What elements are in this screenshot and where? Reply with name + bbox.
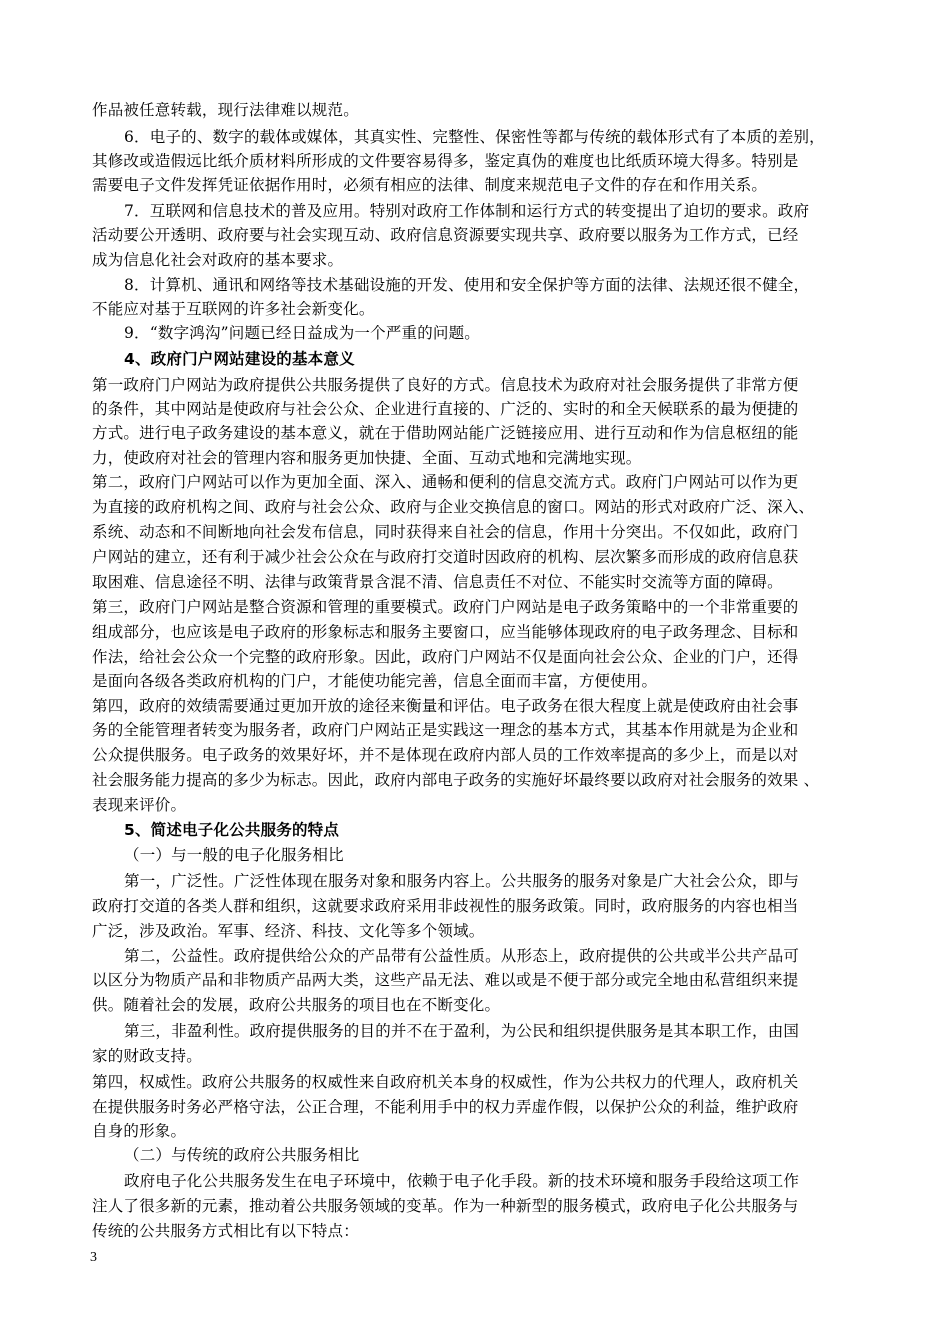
text-line: 组成部分，也应该是电子政府的形象标志和服务主要窗口，应当能够体现政府的电子政务理念、目标和 — [92, 623, 799, 641]
text-line: 8．计算机、通讯和网络等技术基础设施的开发、使用和安全保护等方面的法律、法规还很不健全， — [124, 276, 810, 294]
text-line: 户网站的建立，还有利于减少社会公众在与政府打交道时因政府的机构、层次繁多而形成的政府信息获 — [92, 548, 799, 566]
text-line: 传统的公共服务方式相比有以下特点： — [92, 1222, 359, 1240]
text-line: 力，使政府对社会的管理内容和服务更加快捷、全面、互动式地和完满地实现。 — [92, 449, 642, 467]
text-line: 务的全能管理者转变为服务者，政府门户网站正是实践这一理念的基本方式，其基本作用就是为企业和 — [92, 721, 799, 739]
text-line: 政府电子化公共服务发生在电子环境中，依赖于电子化手段。新的技术环境和服务手段给这项工作 — [124, 1172, 800, 1190]
text-line: 供。随着社会的发展，政府公共服务的项目也在不断变化。 — [92, 996, 501, 1014]
text-line: 自身的形象。 — [92, 1122, 187, 1140]
text-line: 取困难、信息途径不明、法律与政策背景含混不清、信息责任不对位、不能实时交流等方面的障碍。 — [92, 573, 783, 591]
text-line: 其修改或造假远比纸介质材料所形成的文件要容易得多，鉴定真伪的难度也比纸质环境大得多。特别是 — [92, 152, 799, 170]
section-heading: 5、简述电子化公共服务的特点 — [124, 821, 340, 839]
text-line: 的条件，其中网站是使政府与社会公众、企业进行直接的、广泛的、实时的和全天候联系的最为便捷的 — [92, 400, 799, 418]
text-line: 第二，政府门户网站可以作为更加全面、深入、通畅和便利的信息交流方式。政府门户网站可以作为更 — [92, 473, 799, 491]
text-line: 系统、动态和不间断地向社会发布信息，同时获得来自社会的信息，作用十分突出。不仅如此，政府门 — [92, 523, 799, 541]
text-line: 表现来评价。 — [92, 796, 187, 814]
text-line: 在提供服务时务必严格守法，公正合理，不能利用手中的权力弄虚作假，以保护公众的利益，维护政府 — [92, 1098, 799, 1116]
text-line: 政府打交道的各类人群和组织，这就要求政府采用非歧视性的服务政策。同时，政府服务的内容也相当 — [92, 897, 799, 915]
text-line: 为直接的政府机构之间、政府与社会公众、政府与企业交换信息的窗口。网站的形式对政府广泛、深入、 — [92, 498, 815, 516]
text-line: 社会服务能力提高的多少为标志。因此，政府内部电子政务的实施好坏最终要以政府对社会服务的效果 、 — [92, 771, 820, 789]
section-heading: 4、政府门户网站建设的基本意义 — [124, 350, 355, 368]
text-line: 作品被任意转载，现行法律难以规范。 — [92, 101, 359, 119]
text-line: 公众提供服务。电子政务的效果好坏，并不是体现在政府内部人员的工作效率提高的多少上，而是以对 — [92, 746, 799, 764]
text-line: 家的财政支持。 — [92, 1047, 202, 1065]
text-line: 第三，政府门户网站是整合资源和管理的重要模式。政府门户网站是电子政务策略中的一个非常重要的 — [92, 598, 799, 616]
text-line: 成为信息化社会对政府的基本要求。 — [92, 251, 344, 269]
text-line: 第四，政府的效绩需要通过更加开放的途径来衡量和评估。电子政务在很大程度上就是使政府由社会事 — [92, 697, 799, 715]
text-line: 9．“数字鸿沟”问题已经日益成为一个严重的问题。 — [124, 324, 481, 342]
text-line: 7．互联网和信息技术的普及应用。特别对政府工作体制和运行方式的转变提出了迫切的要求。政府 — [124, 202, 810, 220]
text-line: 不能应对基于互联网的许多社会新变化。 — [92, 300, 375, 318]
text-line: 注人了很多新的元素，推动着公共服务领域的变革。作为一种新型的服务模式，政府电子化公共服务与 — [92, 1197, 799, 1215]
text-line: 广泛，涉及政治。军事、经济、科技、文化等多个领域。 — [92, 922, 485, 940]
text-line: 以区分为物质产品和非物质产品两大类，这些产品无法、难以或是不便于部分或完全地由私营组织来提 — [92, 971, 799, 989]
page-number: 3 — [90, 1250, 97, 1265]
text-line: 第一，广泛性。广泛性体现在服务对象和服务内容上。公共服务的服务对象是广大社会公众，即与 — [124, 872, 800, 890]
text-line: 需要电子文件发挥凭证依据作用时，必须有相应的法律、制度来规范电子文件的存在和作用关系。 — [92, 176, 768, 194]
text-line: 第四，权威性。政府公共服务的权威性来自政府机关本身的权威性，作为公共权力的代理人，政府机关 — [92, 1073, 799, 1091]
text-line: 第二，公益性。政府提供给公众的产品带有公益性质。从形态上，政府提供的公共或半公共产品可 — [124, 947, 800, 965]
text-line: 活动要公开透明、政府要与社会实现互动、政府信息资源要实现共享、政府要以服务为工作方式，已经 — [92, 226, 799, 244]
text-line: 是面向各级各类政府机构的门户，才能使功能完善，信息全面而丰富，方便使用。 — [92, 672, 658, 690]
subsection-heading: （一）与一般的电子化服务相比 — [124, 846, 344, 864]
text-line: 第三，非盈利性。政府提供服务的目的并不在于盈利，为公民和组织提供服务是其本职工作，由国 — [124, 1022, 800, 1040]
text-line: 第一政府门户网站为政府提供公共服务提供了良好的方式。信息技术为政府对社会服务提供了非常方便 — [92, 376, 799, 394]
text-line: 方式。进行电子政务建设的基本意义，就在于借助网站能广泛链接应用、进行互动和作为信息枢纽的能 — [92, 424, 799, 442]
text-line: 6．电子的、数字的载体或媒体，其真实性、完整性、保密性等都与传统的载体形式有了本质的差别， — [124, 128, 825, 146]
subsection-heading: （二）与传统的政府公共服务相比 — [124, 1146, 360, 1164]
text-line: 作法，给社会公众一个完整的政府形象。因此，政府门户网站不仅是面向社会公众、企业的门户，还得 — [92, 648, 799, 666]
